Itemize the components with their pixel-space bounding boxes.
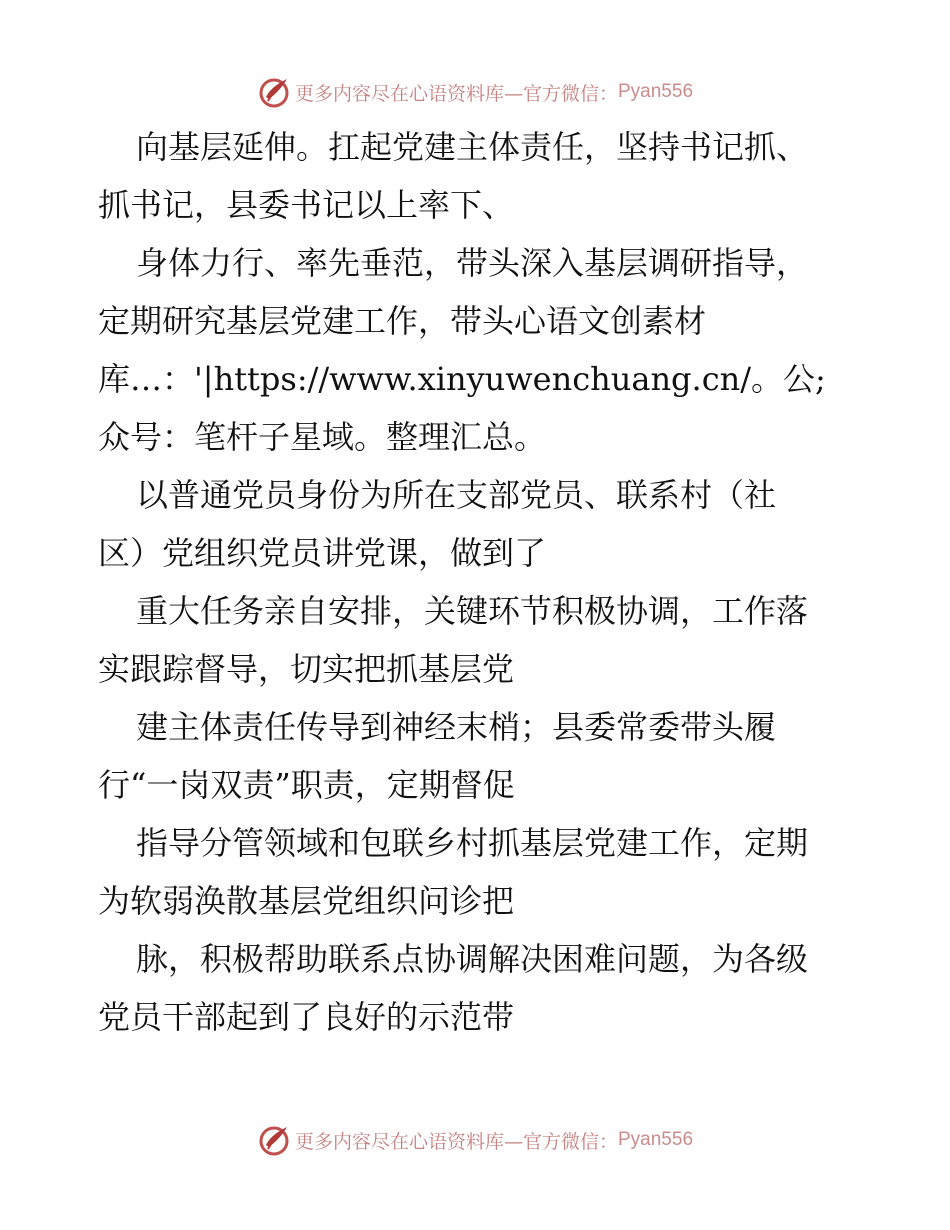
header-watermark: [0, 72, 950, 112]
footer-watermark: [0, 1120, 950, 1160]
text-line: 向基层延伸。扛起党建主体责任，坚持书记抓、: [136, 128, 809, 166]
text-line: 建主体责任传导到神经末梢；县委常委带头履: [136, 708, 777, 746]
text-line: 党员干部起到了良好的示范带: [98, 998, 515, 1036]
text-line: 抓书记，县委书记以上率下、: [98, 186, 515, 224]
watermark-wechat-id: Pyan556: [618, 1129, 694, 1150]
text-line: 脉，积极帮助联系点协调解决困难问题，为各级: [136, 940, 809, 978]
body-text: [98, 118, 878, 1046]
text-line: 众号：笔杆子星域。整理汇总。: [98, 418, 547, 456]
text-line: 身体力行、率先垂范，带头深入基层调研指导，: [136, 244, 809, 282]
quill-logo-icon: [257, 1123, 291, 1157]
quill-logo-icon: [257, 75, 291, 109]
text-line: 实跟踪督导，切实把抓基层党: [98, 650, 515, 688]
text-line: 以普通党员身份为所在支部党员、联系村（社: [136, 476, 777, 514]
text-line-url: 库…：'|https://www.xinyuwenchuang.cn/。公;: [98, 360, 826, 398]
watermark-text: 更多内容尽在心语资料库—官方微信：: [294, 1130, 618, 1153]
watermark-wechat-id: Pyan556: [618, 81, 694, 102]
text-line: 定期研究基层党建工作，带头心语文创素材: [98, 302, 707, 340]
text-line: 指导分管领域和包联乡村抓基层党建工作，定期: [136, 824, 809, 862]
text-line: 重大任务亲自安排，关键环节积极协调，工作落: [136, 592, 809, 630]
text-line: 区）党组织党员讲党课，做到了: [98, 534, 547, 572]
text-line: 为软弱涣散基层党组织问诊把: [98, 882, 515, 920]
watermark-text: 更多内容尽在心语资料库—官方微信：: [294, 82, 618, 105]
text-line: 行“一岗双责”职责，定期督促: [98, 766, 515, 804]
